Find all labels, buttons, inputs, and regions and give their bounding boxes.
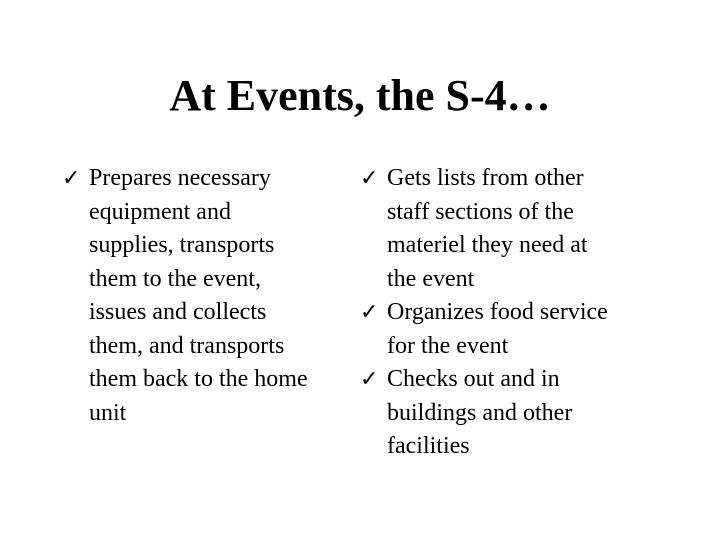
bullet-item: [360, 296, 690, 363]
bullet-line: supplies, transports: [89, 232, 275, 258]
bullet-line: Prepares necessary: [89, 165, 271, 191]
right-column: [360, 162, 690, 464]
bullet-line: unit: [89, 399, 127, 426]
bullet-line: Gets lists from other: [387, 165, 584, 191]
bullet-line: facilities: [387, 433, 470, 459]
bullet-line: buildings and other: [387, 399, 573, 426]
bullet-line: staff sections of the: [387, 198, 574, 225]
bullet-line: for the event: [387, 332, 509, 359]
checkmark-icon: ✓: [62, 166, 81, 191]
bullet-line: the event: [387, 265, 475, 292]
slide-title: At Events, the S-4…: [169, 71, 551, 120]
bullet-line: them back to the home: [89, 366, 308, 392]
bullet-item: [360, 162, 690, 296]
bullet-item: [360, 363, 690, 464]
bullet-line: Organizes food service: [387, 299, 608, 325]
bullet-item: [62, 162, 362, 430]
bullet-line: Checks out and in: [387, 366, 560, 392]
bullet-line: them to the event,: [89, 265, 261, 292]
bullet-line: them, and transports: [89, 332, 285, 359]
bullet-line: issues and collects: [89, 299, 267, 325]
checkmark-icon: ✓: [360, 367, 379, 392]
left-column: [62, 162, 362, 430]
bullet-line: materiel they need at: [387, 232, 588, 258]
checkmark-icon: ✓: [360, 300, 379, 325]
checkmark-icon: ✓: [360, 166, 379, 191]
bullet-line: equipment and: [89, 198, 231, 225]
